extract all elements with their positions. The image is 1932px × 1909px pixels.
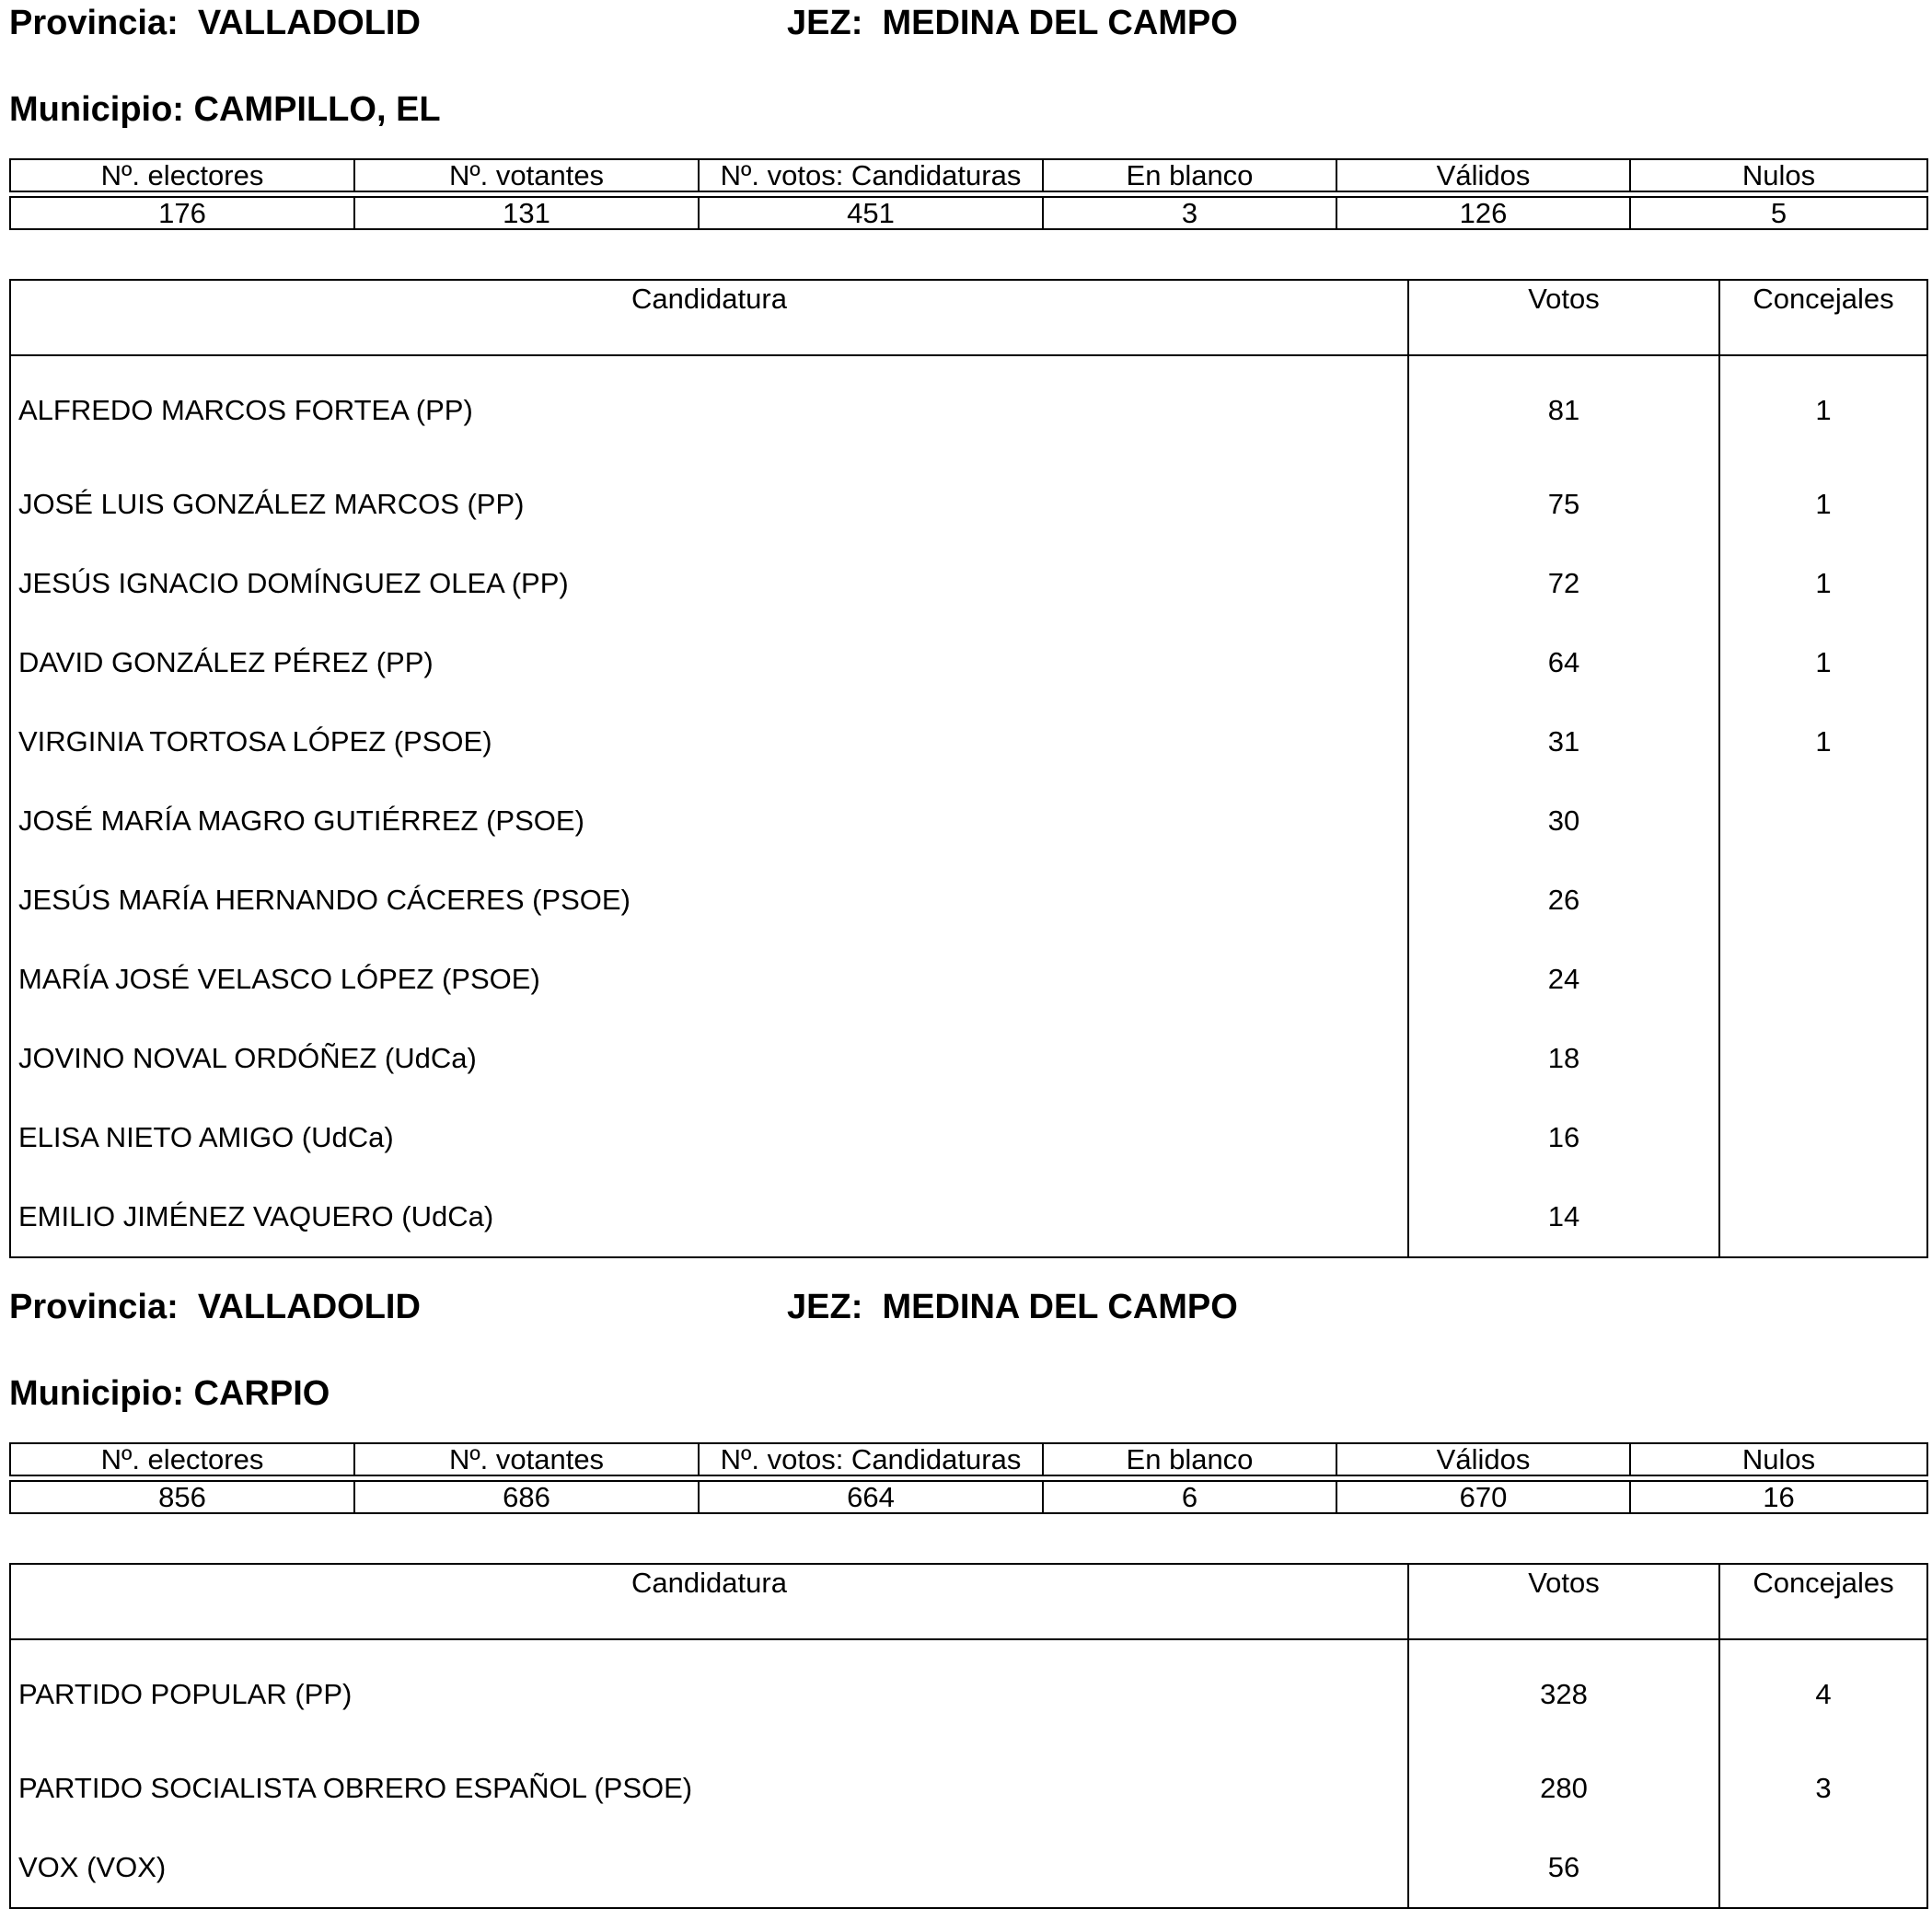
summary-value-electores: 856 bbox=[10, 1481, 354, 1513]
candidate-name: EMILIO JIMÉNEZ VAQUERO (UdCa) bbox=[10, 1177, 1408, 1257]
candidate-votes: 30 bbox=[1408, 781, 1719, 861]
candidate-seats: 1 bbox=[1719, 465, 1927, 544]
candidate-name: JOVINO NOVAL ORDÓÑEZ (UdCa) bbox=[10, 1019, 1408, 1098]
summary-header-electores: Nº. electores bbox=[10, 1443, 354, 1475]
candidatura-header: Candidatura bbox=[10, 1564, 1408, 1639]
candidate-name: JOSÉ MARÍA MAGRO GUTIÉRREZ (PSOE) bbox=[10, 781, 1408, 861]
summary-header-validos: Válidos bbox=[1336, 1443, 1630, 1475]
header-row bbox=[9, 1284, 1926, 1330]
header-row bbox=[9, 0, 1926, 46]
provincia-value: VALLADOLID bbox=[197, 4, 421, 42]
table-row bbox=[10, 781, 1927, 861]
summary-header-validos: Válidos bbox=[1336, 159, 1630, 191]
municipio-heading bbox=[9, 1371, 330, 1417]
candidate-name: MARÍA JOSÉ VELASCO LÓPEZ (PSOE) bbox=[10, 940, 1408, 1019]
summary-values-row bbox=[10, 1481, 1927, 1513]
votos-header: Votos bbox=[1408, 280, 1719, 355]
candidate-seats: 1 bbox=[1719, 355, 1927, 465]
candidate-name: VOX (VOX) bbox=[10, 1828, 1408, 1908]
concejales-header: Concejales bbox=[1719, 280, 1927, 355]
candidate-seats bbox=[1719, 781, 1927, 861]
municipio-label: Municipio: bbox=[9, 1374, 184, 1413]
candidate-seats: 1 bbox=[1719, 544, 1927, 623]
candidate-seats: 3 bbox=[1719, 1749, 1927, 1828]
provincia-value: VALLADOLID bbox=[197, 1288, 421, 1326]
summary-table bbox=[9, 1442, 1928, 1514]
summary-header-row bbox=[10, 159, 1927, 191]
candidate-votes: 31 bbox=[1408, 702, 1719, 781]
jez-value: MEDINA DEL CAMPO bbox=[882, 4, 1238, 42]
summary-value-votos-candidaturas: 664 bbox=[699, 1481, 1043, 1513]
summary-value-en-blanco: 3 bbox=[1043, 197, 1336, 229]
table-row bbox=[10, 1828, 1927, 1908]
candidate-votes: 14 bbox=[1408, 1177, 1719, 1257]
jez-label: JEZ: bbox=[787, 1288, 863, 1326]
candidate-votes: 75 bbox=[1408, 465, 1719, 544]
jez-heading bbox=[787, 1284, 1238, 1330]
candidate-seats bbox=[1719, 1098, 1927, 1177]
candidate-name: PARTIDO POPULAR (PP) bbox=[10, 1639, 1408, 1749]
municipio-value: CARPIO bbox=[193, 1374, 330, 1413]
table-row bbox=[10, 1177, 1927, 1257]
candidate-votes: 64 bbox=[1408, 623, 1719, 702]
provincia-label: Provincia: bbox=[9, 1288, 179, 1326]
table-row bbox=[10, 861, 1927, 940]
candidate-name: VIRGINIA TORTOSA LÓPEZ (PSOE) bbox=[10, 702, 1408, 781]
candidate-votes: 56 bbox=[1408, 1828, 1719, 1908]
summary-value-votantes: 686 bbox=[354, 1481, 699, 1513]
summary-header-en-blanco: En blanco bbox=[1043, 1443, 1336, 1475]
candidate-seats: 4 bbox=[1719, 1639, 1927, 1749]
candidate-name: PARTIDO SOCIALISTA OBRERO ESPAÑOL (PSOE) bbox=[10, 1749, 1408, 1828]
summary-header-en-blanco: En blanco bbox=[1043, 159, 1336, 191]
provincia-heading bbox=[9, 0, 421, 46]
table-row bbox=[10, 1639, 1927, 1749]
jez-label: JEZ: bbox=[787, 4, 863, 42]
summary-header-votantes: Nº. votantes bbox=[354, 159, 699, 191]
summary-value-validos: 126 bbox=[1336, 197, 1630, 229]
summary-header-votos-candidaturas: Nº. votos: Candidaturas bbox=[699, 1443, 1043, 1475]
summary-header-votos-candidaturas: Nº. votos: Candidaturas bbox=[699, 159, 1043, 191]
candidate-votes: 72 bbox=[1408, 544, 1719, 623]
summary-value-nulos: 16 bbox=[1630, 1481, 1927, 1513]
candidates-table bbox=[9, 1563, 1928, 1909]
municipio-label: Municipio: bbox=[9, 90, 184, 129]
summary-value-votos-candidaturas: 451 bbox=[699, 197, 1043, 229]
candidate-votes: 18 bbox=[1408, 1019, 1719, 1098]
concejales-header: Concejales bbox=[1719, 1564, 1927, 1639]
candidates-table bbox=[9, 279, 1928, 1258]
votos-header: Votos bbox=[1408, 1564, 1719, 1639]
summary-value-electores: 176 bbox=[10, 197, 354, 229]
candidate-name: JOSÉ LUIS GONZÁLEZ MARCOS (PP) bbox=[10, 465, 1408, 544]
candidate-name: JESÚS MARÍA HERNANDO CÁCERES (PSOE) bbox=[10, 861, 1408, 940]
candidate-name: ALFREDO MARCOS FORTEA (PP) bbox=[10, 355, 1408, 465]
table-row bbox=[10, 465, 1927, 544]
candidate-seats bbox=[1719, 1828, 1927, 1908]
candidatura-header: Candidatura bbox=[10, 280, 1408, 355]
summary-table bbox=[9, 158, 1928, 230]
candidate-votes: 328 bbox=[1408, 1639, 1719, 1749]
candidate-name: JESÚS IGNACIO DOMÍNGUEZ OLEA (PP) bbox=[10, 544, 1408, 623]
summary-header-electores: Nº. electores bbox=[10, 159, 354, 191]
summary-header-row bbox=[10, 1443, 1927, 1475]
municipio-value: CAMPILLO, EL bbox=[193, 90, 441, 129]
summary-value-en-blanco: 6 bbox=[1043, 1481, 1336, 1513]
candidate-seats bbox=[1719, 1177, 1927, 1257]
candidate-name: ELISA NIETO AMIGO (UdCa) bbox=[10, 1098, 1408, 1177]
municipality-section bbox=[9, 0, 1926, 1232]
table-row bbox=[10, 544, 1927, 623]
table-row bbox=[10, 623, 1927, 702]
provincia-label: Provincia: bbox=[9, 4, 179, 42]
jez-heading bbox=[787, 0, 1238, 46]
candidate-votes: 26 bbox=[1408, 861, 1719, 940]
jez-value: MEDINA DEL CAMPO bbox=[882, 1288, 1238, 1326]
candidate-seats bbox=[1719, 940, 1927, 1019]
municipio-heading bbox=[9, 87, 441, 133]
candidate-seats: 1 bbox=[1719, 623, 1927, 702]
summary-value-nulos: 5 bbox=[1630, 197, 1927, 229]
table-row bbox=[10, 702, 1927, 781]
summary-header-nulos: Nulos bbox=[1630, 159, 1927, 191]
municipality-section bbox=[9, 1284, 1926, 1883]
table-row bbox=[10, 1098, 1927, 1177]
candidate-votes: 81 bbox=[1408, 355, 1719, 465]
summary-value-votantes: 131 bbox=[354, 197, 699, 229]
table-row bbox=[10, 1749, 1927, 1828]
candidate-votes: 16 bbox=[1408, 1098, 1719, 1177]
candidate-name: DAVID GONZÁLEZ PÉREZ (PP) bbox=[10, 623, 1408, 702]
candidates-header-row bbox=[10, 1564, 1927, 1639]
summary-values-row bbox=[10, 197, 1927, 229]
provincia-heading bbox=[9, 1284, 421, 1330]
table-row bbox=[10, 355, 1927, 465]
candidate-seats: 1 bbox=[1719, 702, 1927, 781]
candidate-votes: 24 bbox=[1408, 940, 1719, 1019]
summary-header-votantes: Nº. votantes bbox=[354, 1443, 699, 1475]
table-row bbox=[10, 1019, 1927, 1098]
summary-value-validos: 670 bbox=[1336, 1481, 1630, 1513]
candidate-seats bbox=[1719, 861, 1927, 940]
candidates-header-row bbox=[10, 280, 1927, 355]
table-row bbox=[10, 940, 1927, 1019]
summary-header-nulos: Nulos bbox=[1630, 1443, 1927, 1475]
candidate-seats bbox=[1719, 1019, 1927, 1098]
candidate-votes: 280 bbox=[1408, 1749, 1719, 1828]
